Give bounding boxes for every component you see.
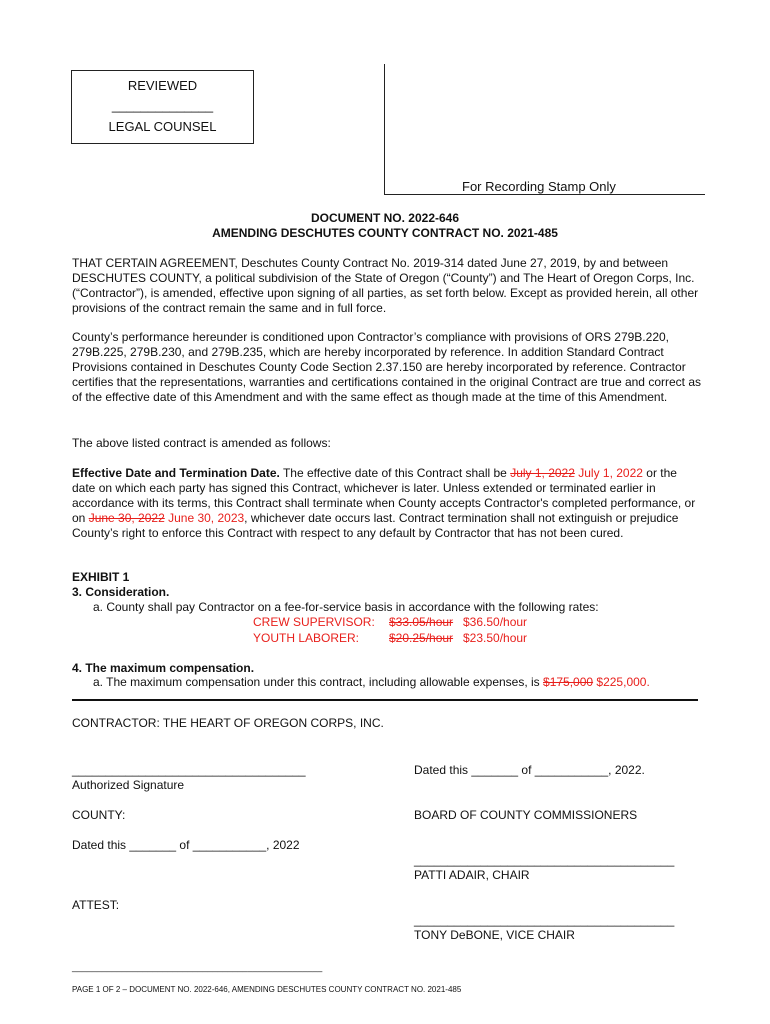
rate-new-youth-laborer: $23.50/hour — [463, 631, 528, 645]
document-number: DOCUMENT NO. 2022-646 — [310, 211, 460, 225]
county-label: COUNTY: — [72, 808, 126, 822]
effective-text-3: , whichever date occurs last. Contract termination shall not extinguish or prejudice County’s right to enforce this Contract with respect to any default by Contractor that has not been cured. — [72, 511, 679, 540]
rate-new-crew-supervisor: $36.50/hour — [463, 615, 528, 629]
rate-name-youth-laborer: YOUTH LABORER: — [253, 631, 360, 645]
board-label: BOARD OF COUNTY COMMISSIONERS — [414, 808, 638, 822]
recording-stamp-label: For Recording Stamp Only — [462, 179, 616, 194]
exhibit-heading — [72, 570, 702, 600]
document-heading — [0, 211, 770, 241]
effective-date-paragraph — [72, 466, 702, 541]
consideration-item-a: a. County shall pay Contractor on a fee-for-service basis in accordance with the following rates: — [93, 600, 599, 614]
chair-name: PATTI ADAIR, CHAIR — [414, 868, 530, 882]
legal-review-box — [71, 70, 254, 144]
section-divider — [72, 699, 698, 701]
new-max-compensation: $225,000. — [593, 675, 650, 689]
rate-old-youth-laborer: $20.25/hour — [389, 631, 454, 645]
recording-stamp-border-vertical — [384, 64, 385, 195]
legal-counsel-label: LEGAL COUNSEL — [108, 119, 217, 134]
max-compensation-text: a. The maximum compensation under this contract, including allowable expenses, is — [93, 675, 544, 689]
chair-signature-line: _______________________________________ — [414, 853, 675, 867]
contractor-label: CONTRACTOR: THE HEART OF OREGON CORPS, INC. — [72, 716, 384, 730]
old-start-date: July 1, 2022 — [510, 466, 575, 480]
effective-text-2: or the date on which each party has signed this Contract, whichever is later. Unless extended or terminated earlier in accordance with its terms, this Contract shall terminate when County accepts Contractor's completed performance, or on — [72, 466, 696, 525]
old-end-date: June 30, 2022 — [88, 511, 165, 525]
compliance-paragraph: County’s performance hereunder is conditioned upon Contractor’s compliance with provisions of ORS 279B.220, 279B.225, 279B.230, and 279B.235, which are hereby incorporated by reference. In addition Standard Contract Provisions contained in Deschutes County Code Section 2.37.150 are hereby incorporated by reference. Contractor certifies that the representations, warranties and certifications contained in the original Contract are true and correct as of the effective date of this Amendment and with the same effect as though made at the time of this Amendment. — [72, 330, 701, 404]
page-footer: PAGE 1 OF 2 – DOCUMENT NO. 2022-646, AMENDING DESCHUTES COUNTY CONTRACT NO. 2021-485 — [72, 985, 462, 994]
new-end-date: June 30, 2023 — [164, 511, 245, 525]
authorized-signature-line: ___________________________________ — [72, 763, 306, 777]
rate-name-crew-supervisor: CREW SUPERVISOR: — [253, 615, 375, 629]
document-title: AMENDING DESCHUTES COUNTY CONTRACT NO. 2021-485 — [212, 226, 558, 240]
reviewed-label: REVIEWED — [127, 78, 198, 93]
authorized-signature-label: Authorized Signature — [72, 778, 185, 792]
county-date-line: Dated this _______ of ___________, 2022 — [72, 838, 300, 852]
contractor-date-line: Dated this _______ of ___________, 2022. — [414, 763, 645, 777]
max-compensation-item — [93, 675, 713, 690]
effective-text-1: The effective date of this Contract shall be — [279, 466, 511, 480]
attest-signature-line: __________________________________________________ — [72, 962, 323, 972]
agreement-paragraph: THAT CERTAIN AGREEMENT, Deschutes County Contract No. 2019-314 dated June 27, 2019, by and between DESCHUTES COUNTY, a political subdivision of the State of Oregon (“County”) and The Heart of Oregon Corps, Inc. (“Contractor”), is amended, effective upon signing of all parties, as set forth below. Except as provided herein, all other provisions of the contract remain the same and in full force. — [72, 256, 699, 315]
new-start-date: July 1, 2022 — [574, 466, 643, 480]
attest-label: ATTEST: — [72, 898, 120, 912]
amendment-intro: The above listed contract is amended as follows: — [72, 436, 331, 450]
rate-old-crew-supervisor: $33.05/hour — [389, 615, 454, 629]
vice-chair-name: TONY DeBONE, VICE CHAIR — [414, 928, 575, 942]
consideration-heading: 3. Consideration. — [72, 585, 170, 599]
review-signature-line: ______________ — [111, 98, 214, 113]
max-compensation-heading: 4. The maximum compensation. — [72, 661, 255, 675]
vice-chair-signature-line: _______________________________________ — [414, 913, 675, 927]
recording-stamp-border-horizontal — [384, 194, 705, 195]
effective-date-heading: Effective Date and Termination Date. — [72, 466, 280, 480]
exhibit-title: EXHIBIT 1 — [72, 570, 130, 584]
old-max-compensation: $175,000 — [543, 675, 594, 689]
